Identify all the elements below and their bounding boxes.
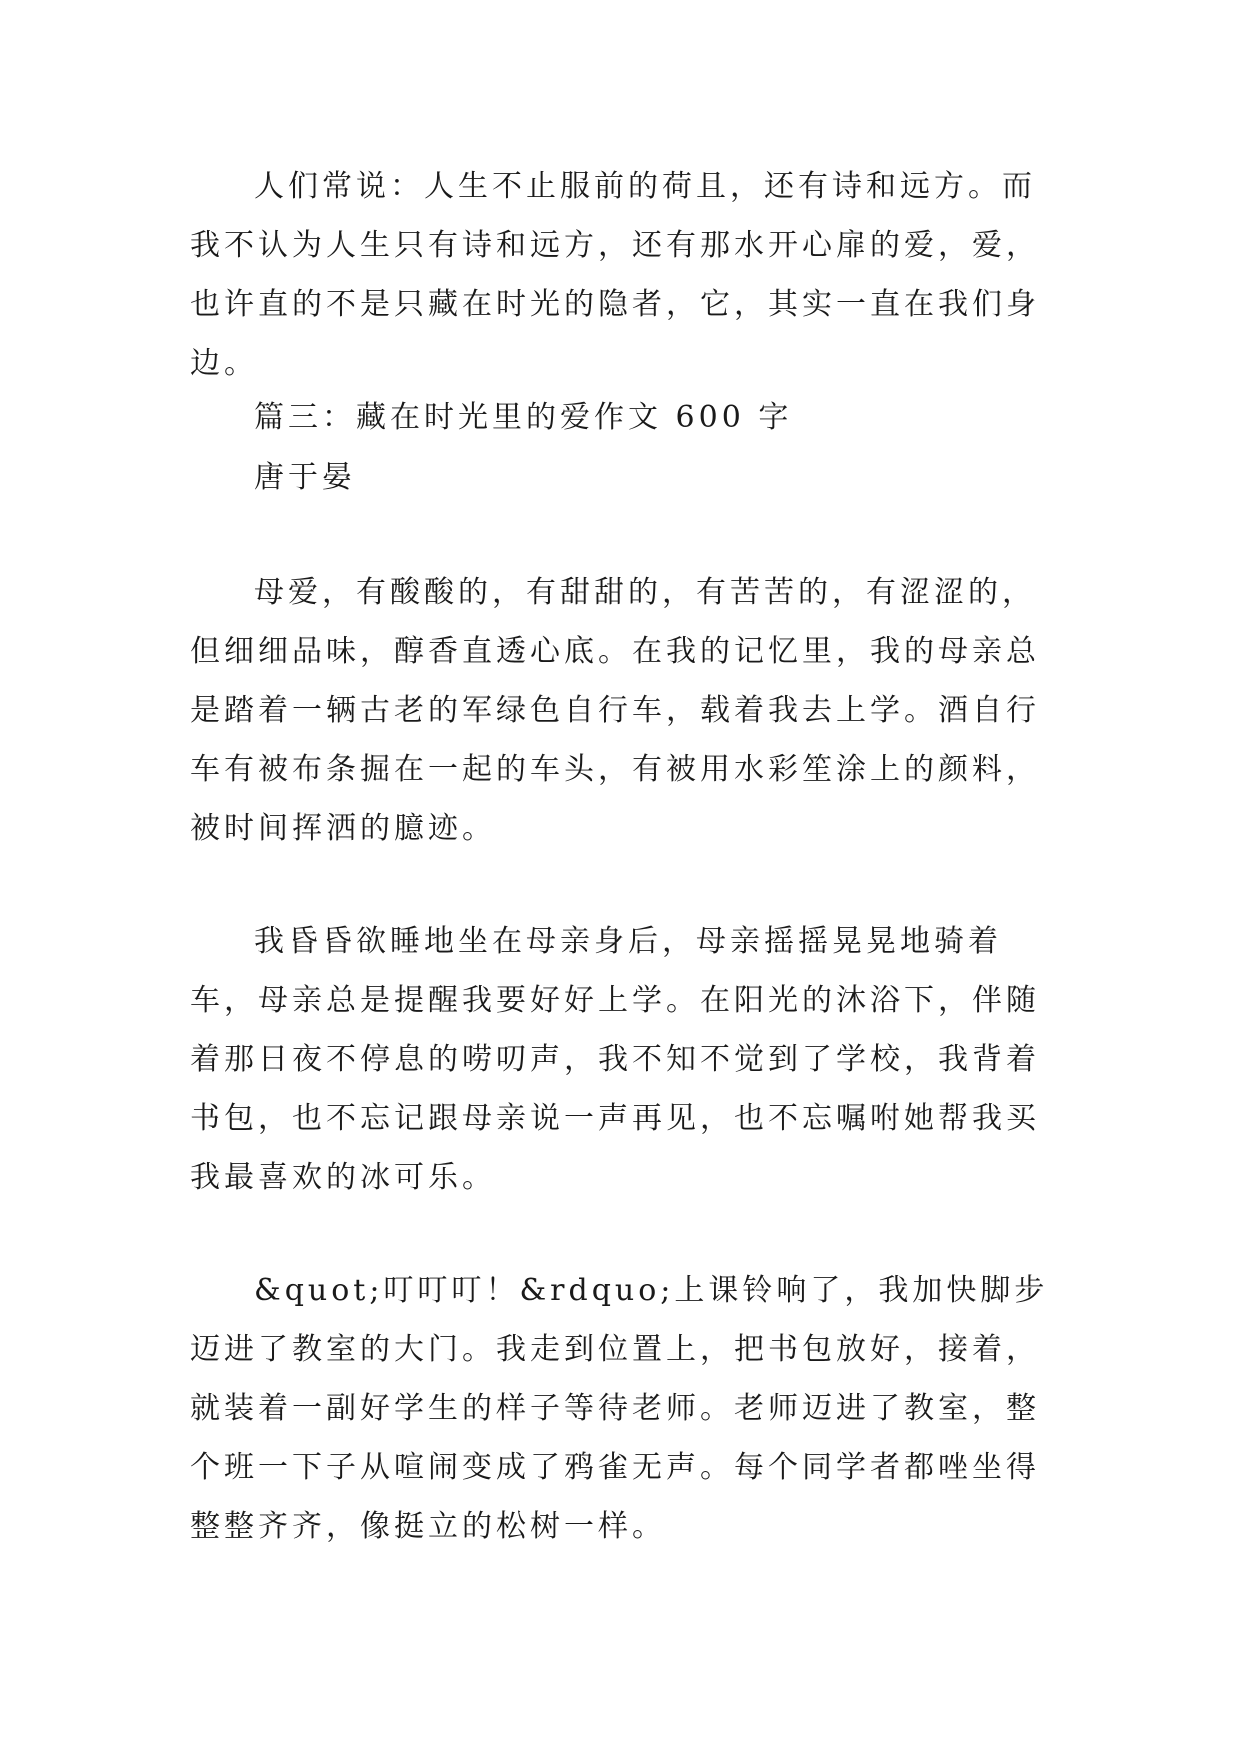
essay-title: 篇三：藏在时光里的爱作文 600 字 (254, 400, 793, 435)
paragraph-intro: 人们常说：人生不止服前的荷且，还有诗和远方。而我不认为人生只有诗和远方，还有那水开心扉的爱，爱，也许直的不是只藏在时光的隐者，它，其实一直在我们身边。 (190, 169, 1040, 381)
paragraph-ride-to-school: 我昏昏欲睡地坐在母亲身后，母亲摇摇晃晃地骑着车，母亲总是提醒我要好好上学。在阳光的沐浴下，伴随着那日夜不停息的唠叨声，我不知不觉到了学校，我背着书包，也不忘记跟母亲说一声再见，也不忘嘱咐她帮我买我最喜欢的冰可乐。 (190, 924, 1040, 1195)
paragraph-mother-love: 母爱，有酸酸的，有甜甜的，有苦苦的，有涩涩的，但细细品味，醇香直透心底。在我的记忆里，我的母亲总是踏着一辆古老的军绿色自行车，载着我去上学。酒自行车有被布条掘在一起的车头，有被用水彩笙涂上的颜料，被时间挥洒的臆迹。 (190, 575, 1040, 846)
essay-author: 唐于晏 (254, 460, 356, 495)
paragraph-classroom: &quot;叮叮叮！&rdquo;上课铃响了，我加快脚步迈进了教室的大门。我走到位置上，把书包放好，接着，就装着一副好学生的样子等待老师。老师迈进了教室，整个班一下子从喧闹变成了鸦雀无声。每个同学者都唑坐得整整齐齐，像挺立的松树一样。 (190, 1273, 1049, 1544)
